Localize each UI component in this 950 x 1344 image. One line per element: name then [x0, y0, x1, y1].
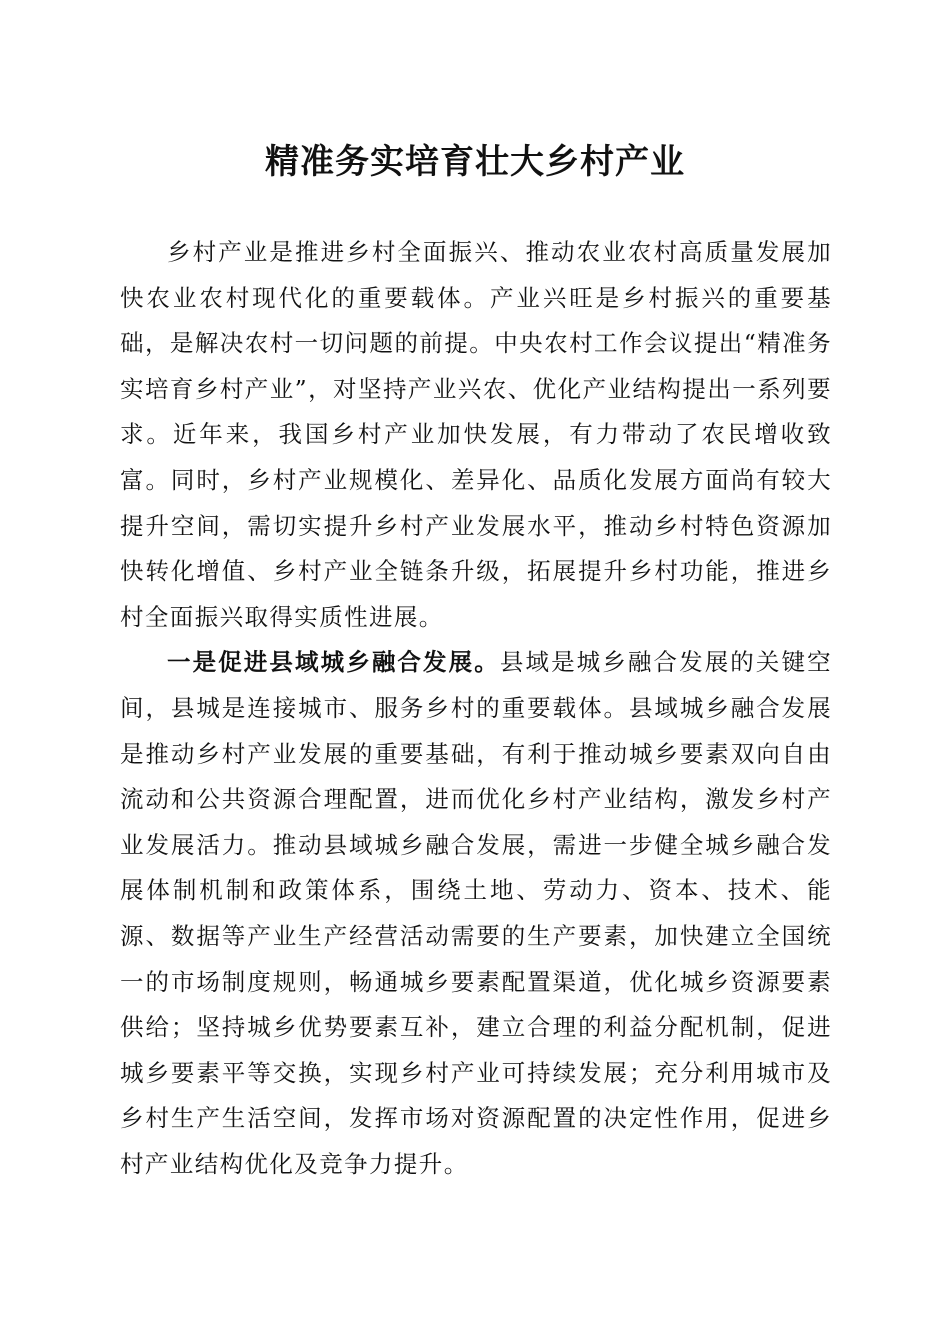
paragraph-lead-heading: 一是促进县域城乡融合发展。 — [167, 648, 500, 677]
paragraph-county-integration — [120, 640, 832, 1187]
document-title: 精准务实培育壮大乡村产业 — [265, 142, 685, 182]
paragraph-intro — [120, 230, 832, 640]
paragraph-text: 县域是城乡融合发展的关键空间，县城是连接城市、服务乡村的重要载体。县域城乡融合发展是推动乡村产业发展的重要基础，有利于推动城乡要素双向自由流动和公共资源合理配置，进而优化乡村产业结构，激发乡村产业发展活力。推动县域城乡融合发展，需进一步健全城乡融合发展体制机制和政策体系，围绕土地、劳动力、资本、技术、能源、数据等产业生产经营活动需要的生产要素，加快建立全国统一的市场制度规则，畅通城乡要素配置渠道，优化城乡资源要素供给；坚持城乡优势要素互补，建立合理的利益分配机制，促进城乡要素平等交换，实现乡村产业可持续发展；充分利用城市及乡村生产生活空间，发挥市场对资源配置的决定性作用，促进乡村产业结构优化及竞争力提升。 — [120, 648, 833, 1178]
document-body — [120, 230, 832, 1187]
paragraph-text: 乡村产业是推进乡村全面振兴、推动农业农村高质量发展加快农业农村现代化的重要载体。产业兴旺是乡村振兴的重要基础，是解决农村一切问题的前提。中央农村工作会议提出“精准务实培育乡村产业”，对坚持产业兴农、优化产业结构提出一系列要求。近年来，我国乡村产业加快发展，有力带动了农民增收致富。同时，乡村产业规模化、差异化、品质化发展方面尚有较大提升空间，需切实提升乡村产业发展水平，推动乡村特色资源加快转化增值、乡村产业全链条升级，拓展提升乡村功能，推进乡村全面振兴取得实质性进展。 — [120, 238, 832, 631]
